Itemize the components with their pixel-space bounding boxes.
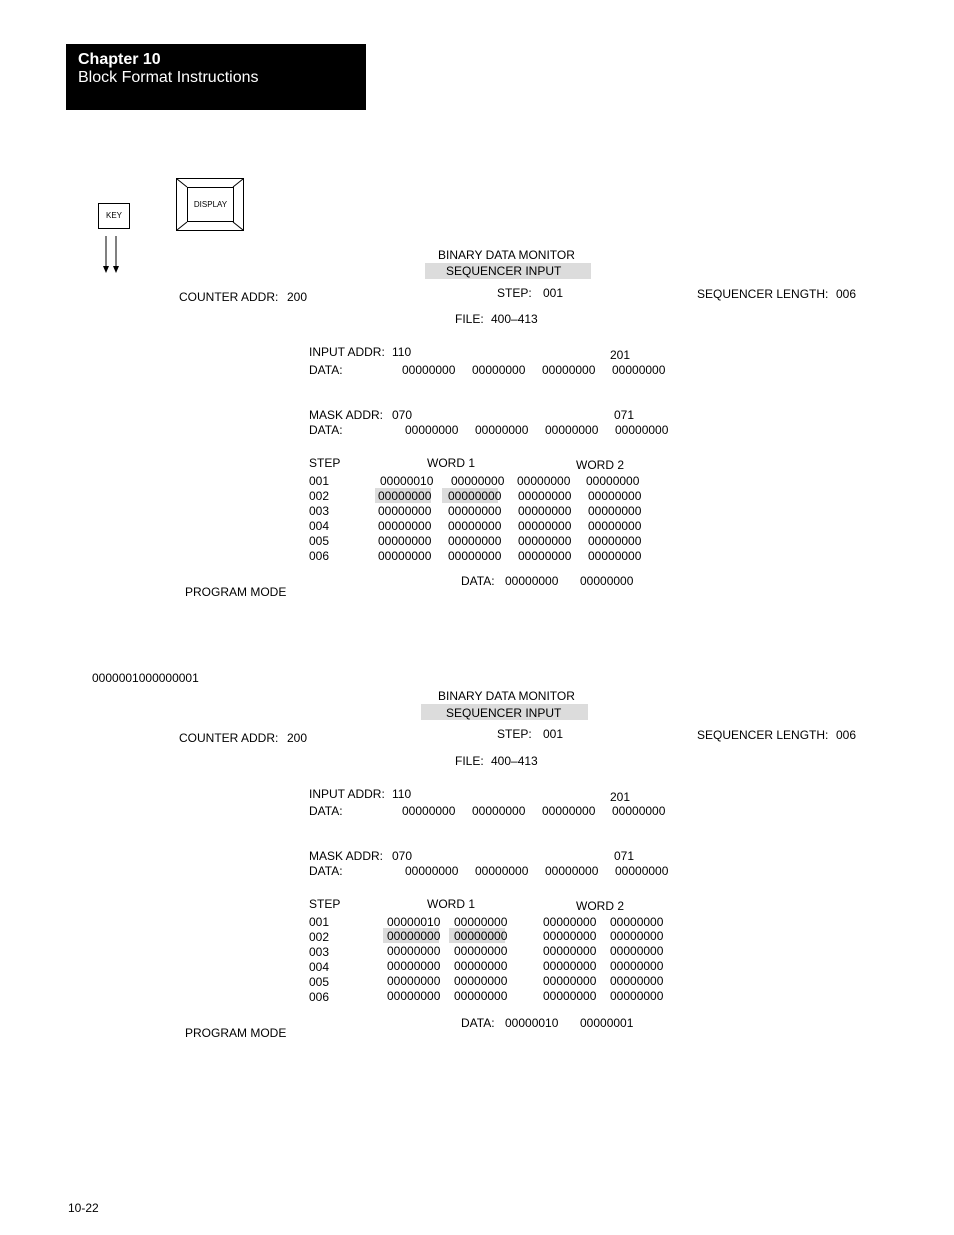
- table-cell: 00000000: [454, 974, 508, 988]
- mode-indicator: PROGRAM MODE: [185, 585, 287, 599]
- table-cell: 00000000: [448, 519, 502, 533]
- file-label: FILE:: [455, 312, 484, 326]
- table-cell: 00000000: [451, 474, 505, 488]
- mask-addr-value-2: 071: [614, 408, 635, 422]
- word2-header: WORD 2: [576, 458, 624, 472]
- table-cell: 00000000: [518, 534, 572, 548]
- seq-length-value: 006: [836, 287, 857, 301]
- input-addr-label: INPUT ADDR:: [309, 345, 385, 359]
- table-step: 003: [309, 945, 330, 959]
- table-cell: 00000000: [610, 915, 664, 929]
- file-value: 400–413: [491, 312, 538, 326]
- mask-data-label: DATA:: [309, 423, 343, 437]
- mask-data: 00000000: [615, 423, 669, 437]
- table-step: 005: [309, 975, 330, 989]
- input-addr-label: INPUT ADDR:: [309, 787, 385, 801]
- bottom-data-label: DATA:: [461, 1016, 495, 1030]
- table-cell: 00000000: [610, 929, 664, 943]
- seq-length-label: SEQUENCER LENGTH:: [697, 287, 829, 301]
- table-step: 004: [309, 519, 330, 533]
- monitor-title: BINARY DATA MONITOR: [438, 248, 575, 262]
- table-cell: 00000000: [387, 929, 441, 943]
- table-cell: 00000000: [454, 944, 508, 958]
- step-column-header: STEP: [309, 456, 341, 470]
- counter-addr-value: 200: [287, 731, 308, 745]
- bottom-data: 00000000: [505, 574, 559, 588]
- table-cell: 00000000: [387, 974, 441, 988]
- entered-value: 0000001000000001: [92, 671, 199, 685]
- table-cell: 00000000: [588, 519, 642, 533]
- table-step: 006: [309, 990, 330, 1004]
- counter-addr-label: COUNTER ADDR:: [179, 731, 279, 745]
- table-cell: 00000000: [448, 549, 502, 563]
- input-data-label: DATA:: [309, 363, 343, 377]
- table-step: 001: [309, 474, 330, 488]
- step-column-header: STEP: [309, 897, 341, 911]
- key-button[interactable]: KEY: [98, 203, 130, 229]
- chapter-number: Chapter 10: [78, 51, 161, 68]
- input-data-label: DATA:: [309, 804, 343, 818]
- input-data: 00000000: [472, 804, 526, 818]
- input-data: 00000000: [542, 363, 596, 377]
- mask-addr-label: MASK ADDR:: [309, 408, 384, 422]
- mask-data: 00000000: [545, 423, 599, 437]
- monitor-subtitle: SEQUENCER INPUT: [446, 264, 562, 278]
- table-step: 001: [309, 915, 330, 929]
- mask-addr-value: 070: [392, 408, 413, 422]
- step-value: 001: [543, 727, 564, 741]
- table-cell: 00000000: [378, 519, 432, 533]
- bottom-data-label: DATA:: [461, 574, 495, 588]
- input-data: 00000000: [472, 363, 526, 377]
- down-arrows-icon: [100, 236, 124, 276]
- input-data: 00000000: [402, 804, 456, 818]
- table-cell: 00000010: [387, 915, 441, 929]
- table-cell: 00000010: [380, 474, 434, 488]
- seq-length-value: 006: [836, 728, 857, 742]
- input-addr-value: 110: [392, 787, 412, 801]
- table-cell: 00000000: [610, 959, 664, 973]
- input-addr-value-2: 201: [610, 790, 631, 804]
- table-cell: 00000000: [378, 549, 432, 563]
- table-cell: 00000000: [378, 504, 432, 518]
- mask-data: 00000000: [475, 864, 529, 878]
- table-cell: 00000000: [387, 944, 441, 958]
- mode-indicator: PROGRAM MODE: [185, 1026, 287, 1040]
- monitor-subtitle: SEQUENCER INPUT: [446, 706, 562, 720]
- table-cell: 00000000: [378, 534, 432, 548]
- step-label: STEP:: [497, 727, 532, 741]
- mask-addr-value: 070: [392, 849, 413, 863]
- table-cell: 00000000: [588, 504, 642, 518]
- mask-data: 00000000: [405, 423, 459, 437]
- file-label: FILE:: [455, 754, 484, 768]
- table-cell: 00000000: [543, 944, 597, 958]
- step-label: STEP:: [497, 286, 532, 300]
- table-step: 002: [309, 489, 330, 503]
- display-key-label: DISPLAY: [187, 187, 234, 222]
- chapter-header: [66, 44, 366, 110]
- table-cell: 00000000: [543, 929, 597, 943]
- table-cell: 00000000: [448, 504, 502, 518]
- table-cell: 00000000: [448, 534, 502, 548]
- table-cell: 00000000: [518, 549, 572, 563]
- table-cell: 00000000: [517, 474, 571, 488]
- mask-data-label: DATA:: [309, 864, 343, 878]
- chapter-title: Block Format Instructions: [78, 69, 259, 86]
- table-cell: 00000000: [387, 959, 441, 973]
- step-value: 001: [543, 286, 564, 300]
- page-number: 10-22: [68, 1201, 99, 1215]
- mask-addr-value-2: 071: [614, 849, 635, 863]
- table-cell: 00000000: [454, 915, 508, 929]
- table-cell: 00000000: [610, 974, 664, 988]
- counter-addr-value: 200: [287, 290, 308, 304]
- input-data: 00000000: [612, 363, 666, 377]
- table-step: 004: [309, 960, 330, 974]
- bottom-data: 00000010: [505, 1016, 559, 1030]
- counter-addr-label: COUNTER ADDR:: [179, 290, 279, 304]
- table-cell: 00000000: [387, 989, 441, 1003]
- mask-data: 00000000: [405, 864, 459, 878]
- table-cell: 00000000: [518, 504, 572, 518]
- table-cell: 00000000: [588, 489, 642, 503]
- table-cell: 00000000: [518, 489, 572, 503]
- table-step: 002: [309, 930, 330, 944]
- mask-data: 00000000: [475, 423, 529, 437]
- table-cell: 00000000: [610, 944, 664, 958]
- mask-addr-label: MASK ADDR:: [309, 849, 384, 863]
- display-key[interactable]: [176, 178, 244, 231]
- table-cell: 00000000: [454, 929, 508, 943]
- seq-length-label: SEQUENCER LENGTH:: [697, 728, 829, 742]
- word1-header: WORD 1: [427, 456, 475, 470]
- input-data: 00000000: [612, 804, 666, 818]
- table-step: 005: [309, 534, 330, 548]
- input-addr-value: 110: [392, 345, 412, 359]
- table-cell: 00000000: [518, 519, 572, 533]
- table-cell: 00000000: [454, 959, 508, 973]
- table-cell: 00000000: [543, 959, 597, 973]
- input-data: 00000000: [542, 804, 596, 818]
- word2-header: WORD 2: [576, 899, 624, 913]
- table-cell: 00000000: [588, 549, 642, 563]
- table-cell: 00000000: [610, 989, 664, 1003]
- mask-data: 00000000: [545, 864, 599, 878]
- table-cell: 00000000: [543, 915, 597, 929]
- input-addr-value-2: 201: [610, 348, 631, 362]
- word1-header: WORD 1: [427, 897, 475, 911]
- file-value: 400–413: [491, 754, 538, 768]
- bottom-data: 00000001: [580, 1016, 634, 1030]
- table-cell: 00000000: [543, 989, 597, 1003]
- table-cell: 00000000: [543, 974, 597, 988]
- table-cell: 00000000: [586, 474, 640, 488]
- table-cell: 00000000: [588, 534, 642, 548]
- monitor-title: BINARY DATA MONITOR: [438, 689, 575, 703]
- table-cell: 00000000: [378, 489, 432, 503]
- table-cell: 00000000: [454, 989, 508, 1003]
- table-cell: 00000000: [448, 489, 502, 503]
- input-data: 00000000: [402, 363, 456, 377]
- table-step: 003: [309, 504, 330, 518]
- table-step: 006: [309, 549, 330, 563]
- bottom-data: 00000000: [580, 574, 634, 588]
- mask-data: 00000000: [615, 864, 669, 878]
